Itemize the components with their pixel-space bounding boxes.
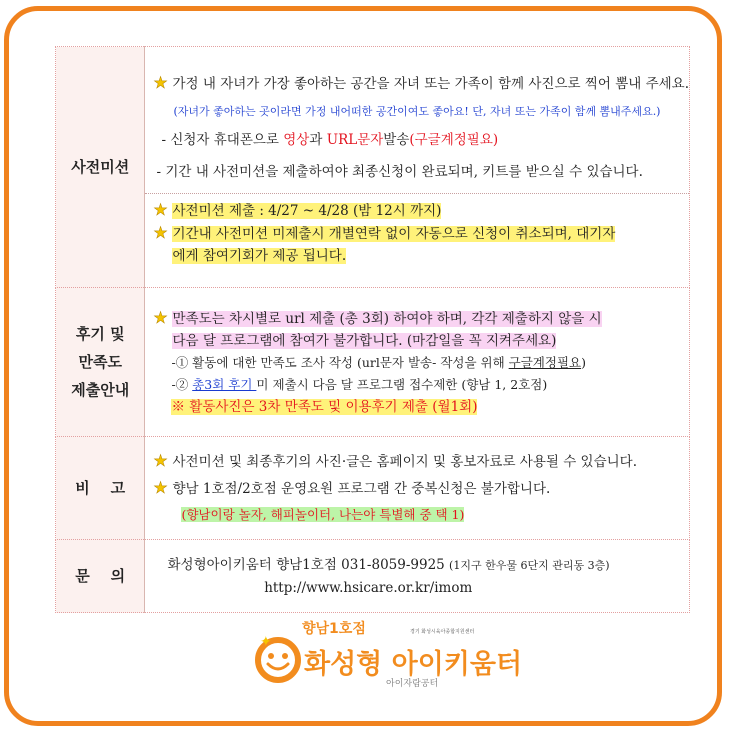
- review-line-3: -① 활동에 대한 만족도 조사 작성 (url문자 발송- 작성을 위해 구글계정필요): [171, 354, 586, 370]
- logo-org: 경기 화성시육아종합지원센터: [410, 629, 475, 635]
- logo-branch: 향남1호점: [302, 621, 366, 637]
- notes-line-3: (향남이랑 놀자, 해피놀이터, 나는야 특별해 중 택 1): [181, 507, 465, 522]
- star-icon: ★: [153, 307, 168, 327]
- mission-line-2: (자녀가 좋아하는 곳이라면 가정 내어떠한 공간이여도 좋아요! 단, 자녀 또는 가족이 함께 뽐내주세요.): [173, 104, 661, 118]
- star-icon: ★: [153, 199, 168, 219]
- mission-deadline: 사전미션 제출 : 4/27 ~ 4/28 (밤 12시 까지): [172, 202, 442, 219]
- review-label: 후기 및 만족도 제출안내: [56, 288, 145, 437]
- star-icon: ★: [153, 222, 168, 242]
- review-content: [145, 288, 690, 437]
- notes-label: 비 고: [56, 437, 145, 540]
- mission-row: [56, 47, 690, 288]
- logo-name: 화성형 아이키움터: [304, 649, 523, 680]
- mission-cancel-notice-2: 에게 참여기회가 제공 됩니다.: [172, 247, 347, 264]
- notes-line-1: 사전미션 및 최종후기의 사진·글은 홈페이지 및 홍보자료로 사용될 수 있습니다.: [172, 454, 637, 470]
- contact-url: http://www.hsicare.or.kr/imom: [264, 579, 473, 596]
- logo-tagline: 아이자람공터: [386, 679, 439, 689]
- logo: [248, 616, 523, 696]
- review-line-4: -② 총3회 후기 미 제출시 다음 달 프로그램 접수제한 (향남 1, 2호점): [171, 376, 548, 392]
- mission-content: [145, 47, 690, 288]
- mission-line-1: 가정 내 자녀가 가장 좋아하는 공간을 자녀 또는 가족이 함께 사진으로 찍어 뽐내 주세요.: [172, 75, 689, 92]
- contact-line-1: 화성형아이키움터 향남1호점 031-8059-9925 (1지구 한우물 6단지 관리동 3층): [167, 556, 610, 573]
- contact-row: [56, 540, 690, 613]
- smile-logo-icon: [252, 632, 312, 692]
- info-table: [55, 46, 690, 613]
- review-line-1: 만족도는 차시별로 url 제출 (총 3회) 하여야 하며, 각각 제출하지 않을 시: [172, 310, 602, 327]
- review-photo-notice: ※ 활동사진은 3차 만족도 및 이용후기 제출 (월1회): [171, 398, 478, 415]
- contact-label: 문 의: [56, 540, 145, 613]
- svg-text:✦: ✦: [260, 634, 272, 650]
- star-icon: ★: [153, 451, 168, 470]
- star-icon: ★: [153, 478, 168, 497]
- notes-content: [145, 437, 690, 540]
- mission-line-3: - 신청자 휴대폰으로 영상과 URL문자발송(구글계정필요): [161, 131, 499, 148]
- notes-line-2: 향남 1호점/2호점 운영요원 프로그램 간 중복신청은 불가합니다.: [172, 481, 551, 497]
- notes-row: [56, 437, 690, 540]
- review-line-2: 다음 달 프로그램에 참여가 불가합니다. (마감일을 꼭 지켜주세요): [172, 332, 557, 349]
- mission-line-4: - 기간 내 사전미션을 제출하여야 최종신청이 완료되며, 키트를 받으실 수 있습니다.: [156, 163, 643, 180]
- star-icon: ★: [153, 72, 168, 92]
- contact-content: [145, 540, 690, 613]
- mission-label: 사전미션: [56, 47, 145, 288]
- review-row: [56, 288, 690, 437]
- mission-cancel-notice: 기간내 사전미션 미제출시 개별연락 없이 자동으로 신청이 취소되며, 대기자: [172, 225, 616, 242]
